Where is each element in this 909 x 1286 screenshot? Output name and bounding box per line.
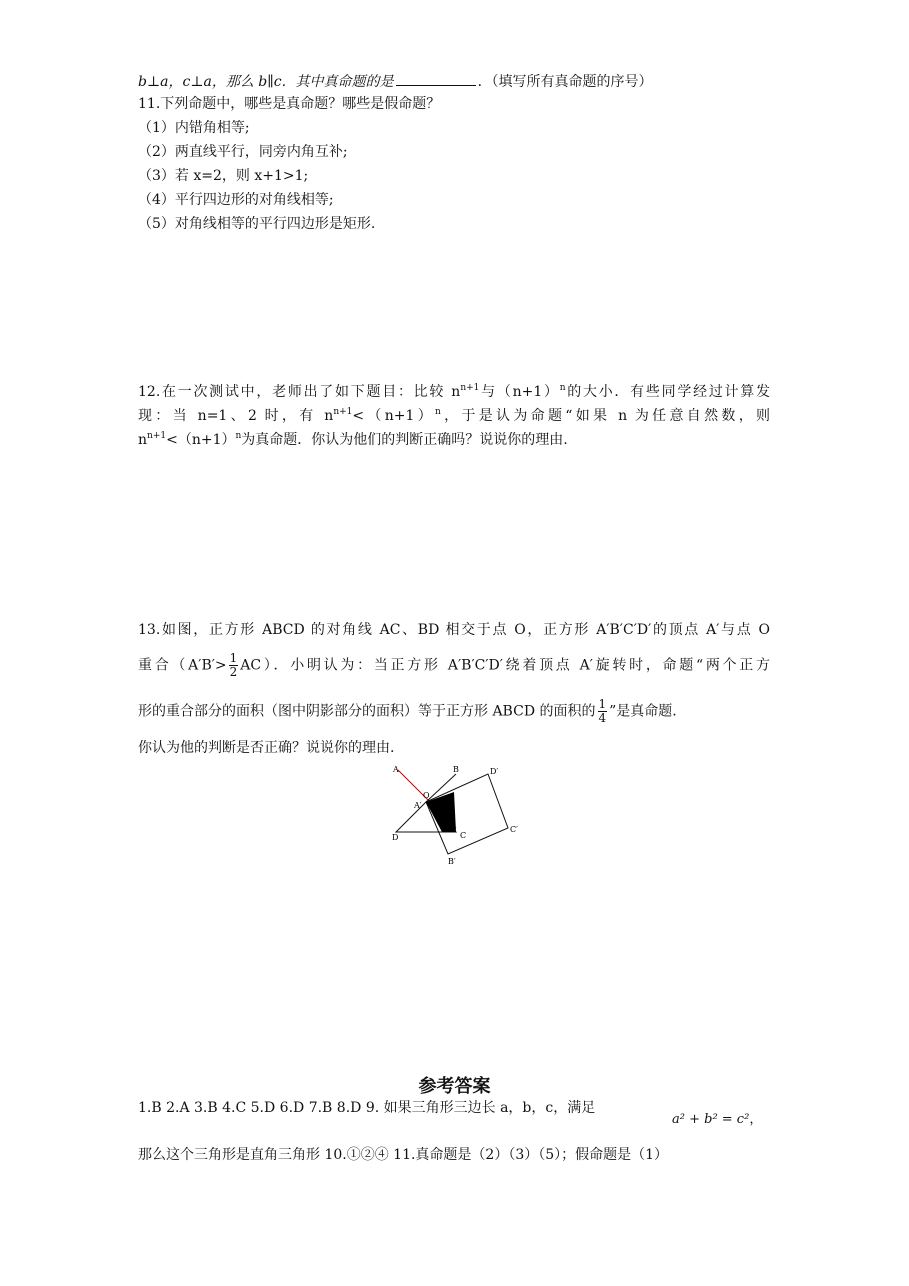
q13-text: AC）．小明认为：当正方形 A′B′C′D′绕着顶点 A′旋转时，命题“两个正方	[240, 657, 770, 674]
fraction-quarter	[598, 698, 608, 725]
q12-text: <（n+1）	[352, 408, 436, 424]
q13-text: 重合（A′B′>	[138, 657, 227, 674]
q12-text: ，于是认为命题“如果 n 为任意自然数，则	[440, 408, 771, 424]
q10-tail-text: b⊥a，c⊥a，那么 b∥c．其中真命题的是	[138, 74, 394, 90]
q12-sup: n	[559, 383, 566, 393]
frac-numerator: 1	[598, 697, 607, 711]
q12-text: <（n+1）	[166, 432, 236, 448]
frac-denominator: 4	[598, 711, 607, 725]
label-d-prime: D′	[490, 767, 499, 776]
q12-sup: n	[235, 431, 242, 441]
q13-line-2	[138, 652, 770, 679]
q11-item-1: （1）内错角相等;	[138, 120, 250, 136]
q11-item-5: （5）对角线相等的平行四边形是矩形.	[138, 216, 376, 232]
label-c-prime: C′	[510, 825, 518, 834]
answers-line-1	[138, 1098, 595, 1118]
label-a-prime: A′	[414, 801, 422, 810]
label-b: B	[453, 765, 459, 774]
q12-line-3	[138, 430, 568, 450]
q12-text: 与（n+1）	[479, 384, 560, 400]
answer-blank[interactable]	[396, 73, 476, 86]
q12-line-1	[138, 382, 770, 402]
q13-line-4: 你认为他的判断是否正确？说说你的理由.	[138, 740, 395, 756]
q13-text: ”是真命题.	[609, 703, 677, 720]
q12-sup: n+1	[460, 383, 480, 393]
q10-tail-text-2: ．（填写所有真命题的序号）	[477, 74, 653, 90]
geometry-figure	[390, 762, 530, 872]
q12-sup: n	[435, 407, 441, 417]
label-a: A	[393, 765, 399, 774]
answers-text: 1.B 2.A 3.B 4.C 5.D 6.D 7.B 8.D 9. 如果三角形三边长 a，b，c，满足	[138, 1100, 596, 1116]
q12-text: 的大小．有些同学经过计算发	[565, 384, 771, 400]
frac-numerator: 1	[229, 651, 238, 665]
answers-title: 参考答案	[418, 1076, 491, 1097]
label-c: C	[460, 831, 467, 840]
q11-item-2: （2）两直线平行，同旁内角互补;	[138, 144, 348, 160]
pythagorean-formula: a² + b² = c²	[672, 1112, 750, 1127]
q10-tail-line	[138, 72, 653, 92]
answers-text: ，	[749, 1112, 763, 1127]
q13-line-1: 13.如图，正方形 ABCD 的对角线 AC、BD 相交于点 O，正方形 A′B′C′D′的顶点 A′与点 O	[138, 622, 770, 638]
q11-stem: 11.下列命题中，哪些是真命题？哪些是假命题？	[138, 96, 441, 112]
label-o: O	[423, 791, 430, 800]
q12-text: 为真命题．你认为他们的判断正确吗？说说你的理由.	[241, 432, 568, 448]
q12-text: 现：当 n=1、2 时，有 n	[138, 408, 334, 424]
label-b-prime: B′	[448, 857, 456, 866]
answers-line-2: 那么这个三角形是直角三角形 10.①②④ 11.真命题是（2）（3）（5）；假命题是（1）	[138, 1147, 669, 1163]
q11-item-3: （3）若 x=2，则 x+1>1;	[138, 168, 309, 184]
q12-sup: n+1	[147, 431, 167, 441]
q12-text: n	[138, 432, 148, 448]
label-d: D	[392, 833, 399, 842]
q12-text: 12.在一次测试中，老师出了如下题目：比较 n	[138, 384, 461, 400]
q11-item-4: （4）平行四边形的对角线相等;	[138, 192, 334, 208]
q12-sup: n+1	[333, 407, 353, 417]
fraction-half	[229, 652, 239, 679]
answers-formula	[672, 1110, 762, 1130]
q13-line-3	[138, 698, 677, 725]
q13-text: 形的重合部分的面积（图中阴影部分的面积）等于正方形 ABCD 的面积的	[138, 703, 596, 720]
frac-denominator: 2	[229, 665, 238, 679]
q12-line-2	[138, 406, 770, 426]
